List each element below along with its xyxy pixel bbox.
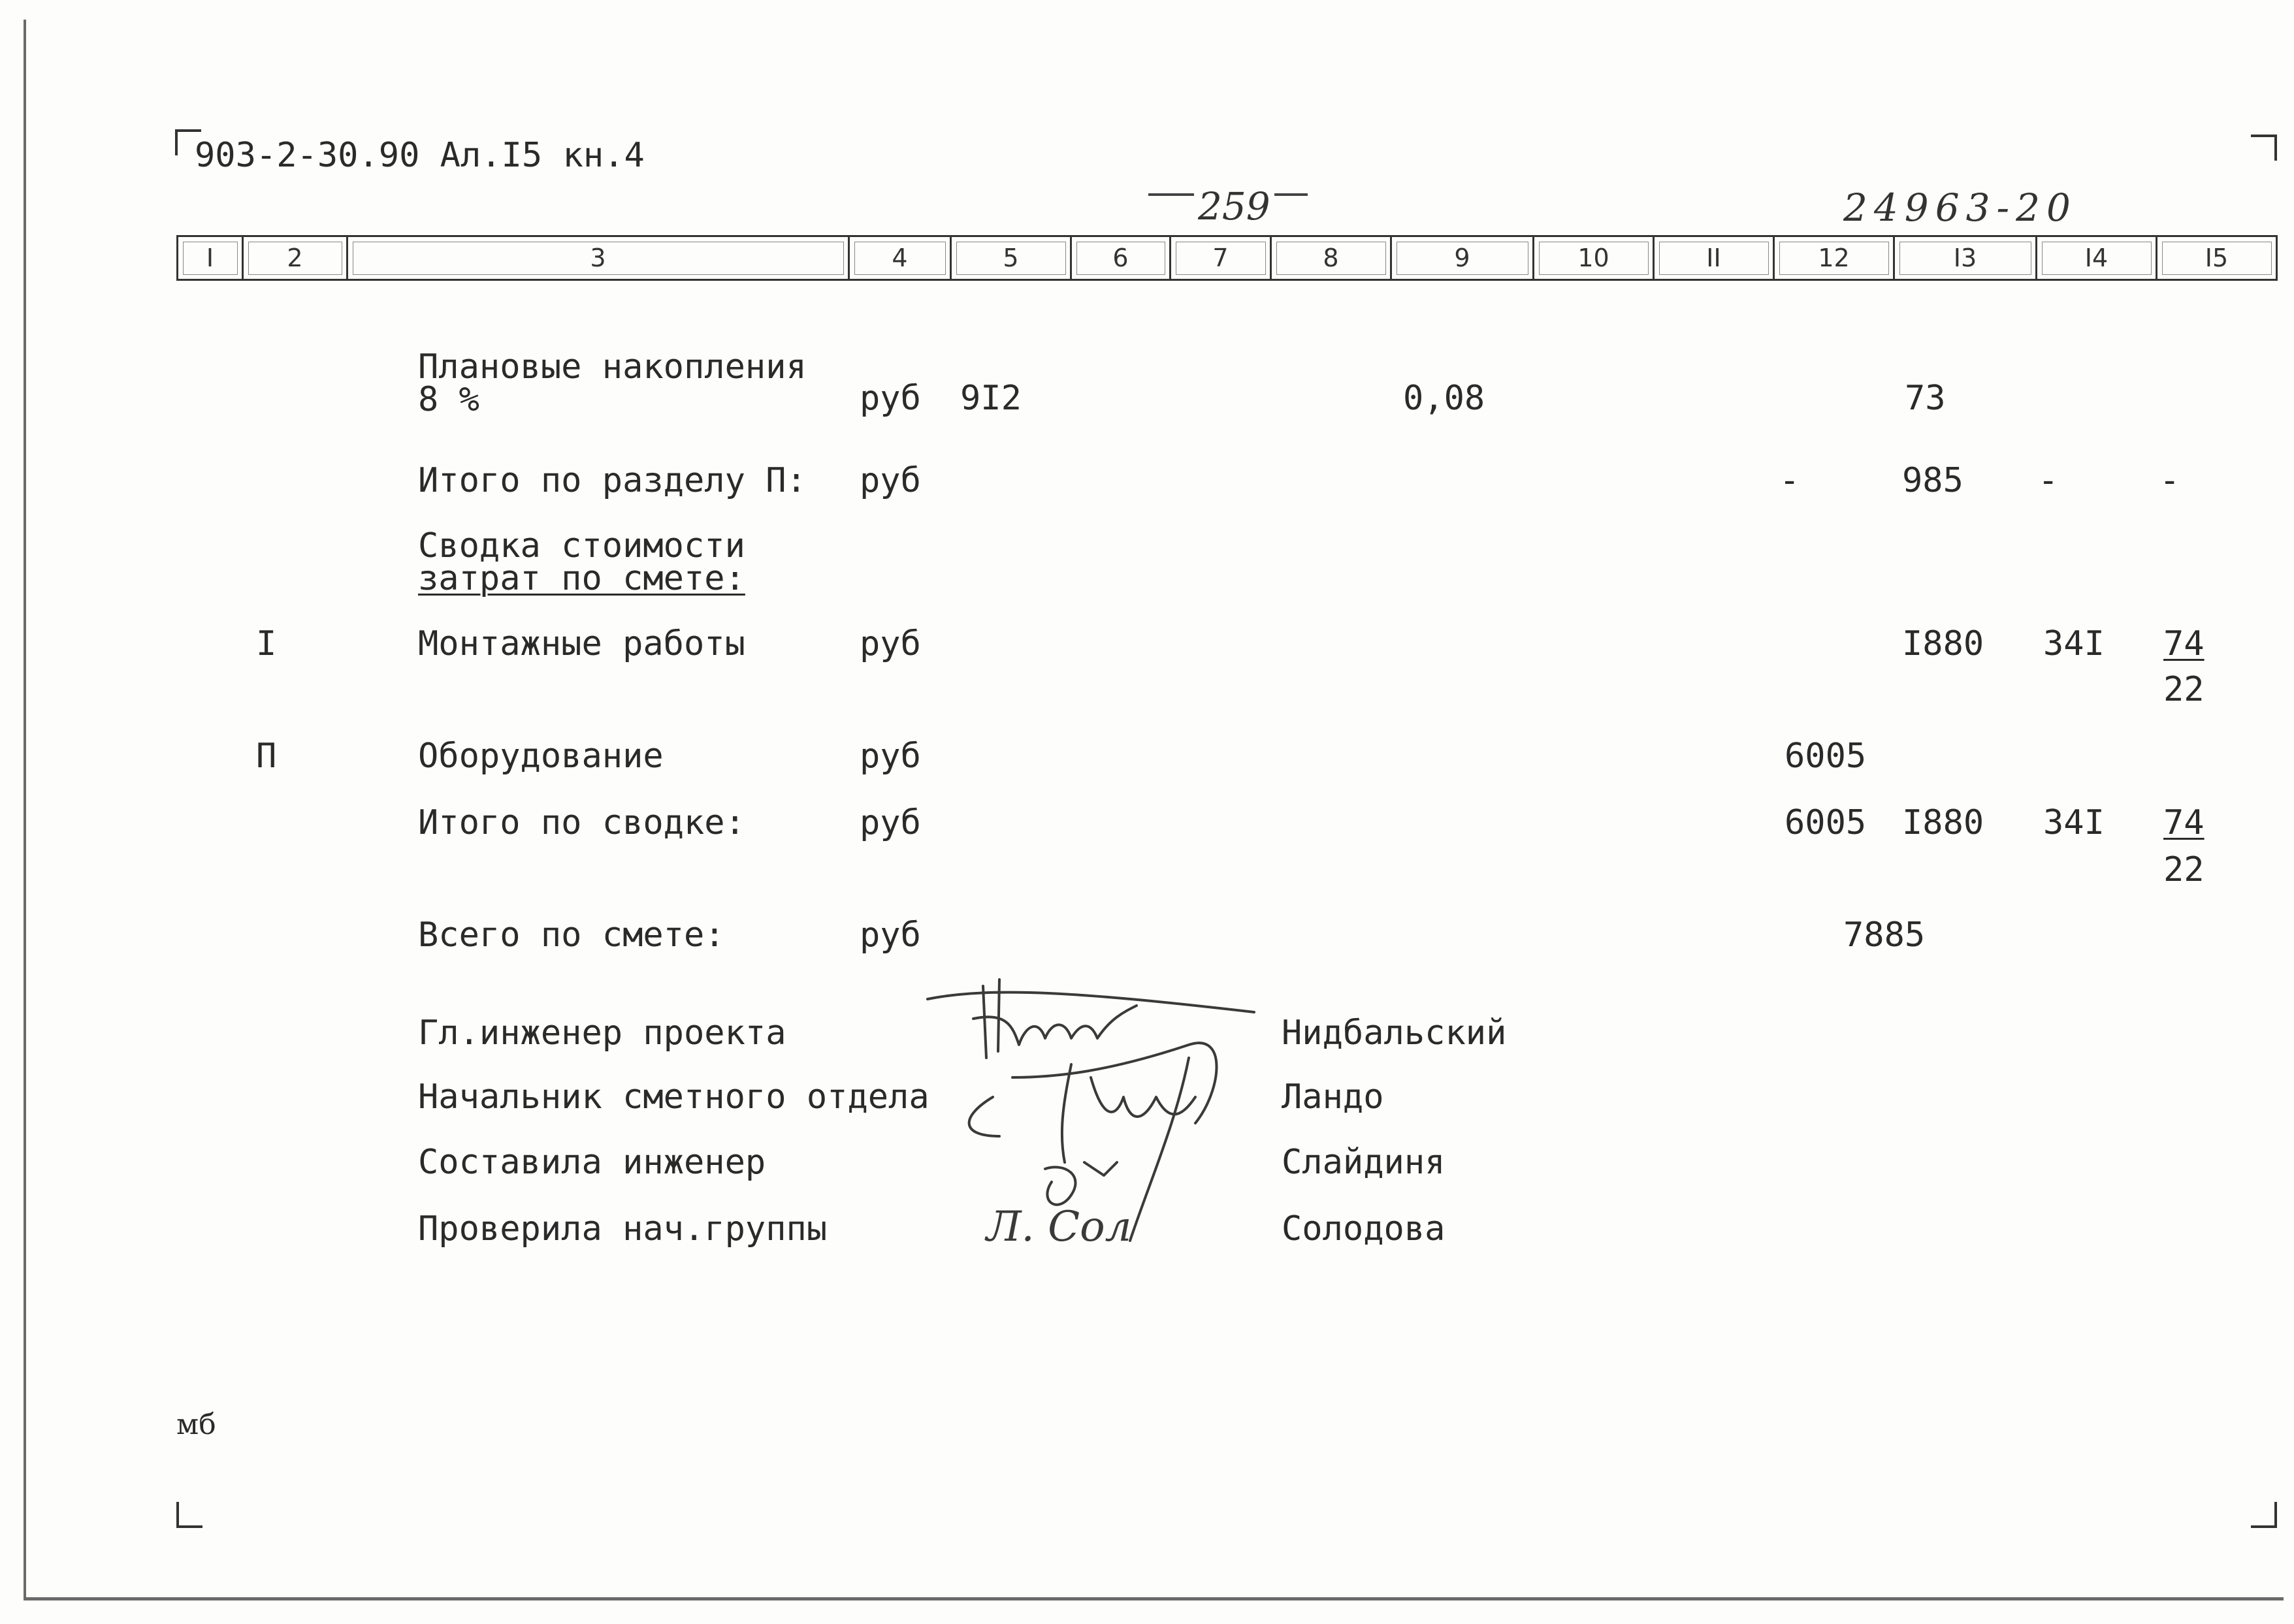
mounting-number: I: [256, 624, 277, 663]
planned-unit: руб: [860, 379, 921, 418]
column-header-10: 10: [1534, 236, 1654, 280]
section-total-col14: -: [2038, 461, 2059, 500]
equipment-number: П: [256, 737, 277, 776]
mounting-unit: руб: [860, 624, 921, 663]
section-total-col15: -: [2159, 461, 2180, 500]
column-header-1: I: [178, 236, 243, 280]
handwritten-code: 24963-20: [1843, 185, 2077, 230]
signature-name-checker: Солодова: [1282, 1209, 1446, 1249]
page-border-left: [24, 20, 26, 1599]
equipment-col12: 6005: [1785, 737, 1867, 776]
summary-total-col15-top: 74: [2163, 803, 2205, 842]
page-border-bottom: [24, 1597, 2284, 1600]
column-header-6: 6: [1071, 236, 1171, 280]
column-header-4: 4: [849, 236, 951, 280]
column-header-9: 9: [1391, 236, 1534, 280]
signature-role-checker: Проверила нач.группы: [418, 1209, 828, 1249]
column-header-2: 2: [243, 236, 347, 280]
corner-mark-top-right: [2251, 135, 2277, 161]
section-total-label: Итого по разделу П:: [418, 461, 807, 500]
grand-total-label: Всего по смете:: [418, 915, 725, 955]
signature-role-chief-engineer: Гл.инженер проекта: [418, 1013, 786, 1053]
grand-total-unit: руб: [860, 915, 921, 955]
equipment-unit: руб: [860, 737, 921, 776]
signature-role-compiler: Составила инженер: [418, 1143, 766, 1182]
signature-role-estimate-head: Начальник сметного отдела: [418, 1077, 929, 1117]
column-header-8: 8: [1271, 236, 1391, 280]
column-number-header: [176, 235, 2278, 281]
column-header-3: 3: [347, 236, 849, 280]
column-header-11: II: [1654, 236, 1774, 280]
summary-total-col14: 34I: [2043, 803, 2105, 842]
column-header-13: I3: [1894, 236, 2037, 280]
column-header-12: 12: [1774, 236, 1894, 280]
planned-col9: 0,08: [1403, 379, 1485, 418]
mounting-col13: I880: [1902, 624, 1984, 663]
column-header-15: I5: [2157, 236, 2277, 280]
planned-percent: 8 %: [418, 380, 479, 419]
corner-mark-bottom-right: [2251, 1502, 2277, 1528]
summary-total-unit: руб: [860, 803, 921, 842]
grand-total-value: 7885: [1843, 915, 1926, 955]
section-total-col12: -: [1779, 461, 1800, 500]
planned-label: Плановые накопления: [418, 347, 807, 387]
planned-col5: 9I2: [960, 379, 1022, 418]
corner-mark-bottom-left: [176, 1502, 202, 1528]
summary-total-label: Итого по сводке:: [418, 803, 745, 842]
equipment-label: Оборудование: [418, 737, 664, 776]
summary-heading-line2: затрат по смете:: [418, 559, 745, 598]
signature-name-chief-engineer: Нидбальский: [1282, 1013, 1507, 1053]
page-number: 259: [1194, 184, 1274, 229]
summary-total-col12: 6005: [1785, 803, 1867, 842]
footer-mark: мб: [176, 1408, 216, 1441]
signature-name-estimate-head: Ландо: [1282, 1077, 1384, 1117]
document-code: 903-2-30.90 Ал.I5 кн.4: [195, 136, 645, 175]
mounting-col14: 34I: [2043, 624, 2105, 663]
mounting-col15-bottom: 22: [2163, 670, 2205, 709]
summary-total-col15-bottom: 22: [2163, 850, 2205, 889]
signature-scribble-text: Л. Сол: [986, 1203, 1132, 1251]
mounting-label: Монтажные работы: [418, 624, 745, 663]
section-total-unit: руб: [860, 461, 921, 500]
summary-heading-line1: Сводка стоимости: [418, 526, 745, 565]
column-header-7: 7: [1171, 236, 1271, 280]
signature-scribbles: [914, 966, 1280, 1280]
section-total-col13: 985: [1902, 461, 1963, 500]
planned-col13: 73: [1905, 379, 1946, 418]
signature-name-compiler: Слайдиня: [1282, 1143, 1446, 1182]
column-header-5: 5: [951, 236, 1071, 280]
mounting-col15-top: 74: [2163, 624, 2205, 663]
summary-total-col13: I880: [1902, 803, 1984, 842]
column-header-14: I4: [2037, 236, 2157, 280]
